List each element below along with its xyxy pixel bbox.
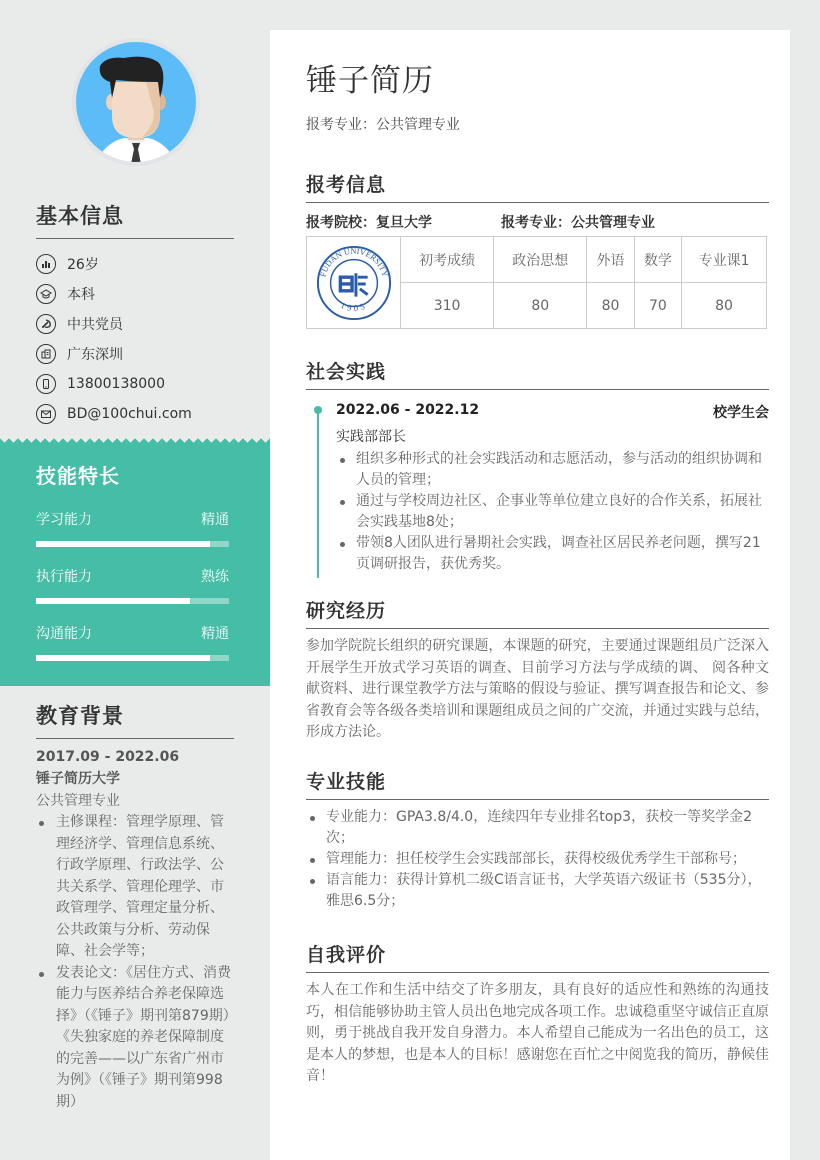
info-phone xyxy=(36,369,234,399)
skills-section xyxy=(0,446,270,686)
building-icon xyxy=(36,344,56,364)
pro-skill-bullet: 语言能力：获得计算机二级C语言证书，大学英语六级证书（535分），雅思6.5分； xyxy=(306,870,769,912)
sidebar xyxy=(0,0,270,1160)
education-major: 公共管理专业 xyxy=(36,793,120,809)
zigzag-divider xyxy=(0,438,270,447)
skill-progress-fill xyxy=(36,598,190,604)
self-eval-title: 自我评价 xyxy=(306,940,769,973)
education-section xyxy=(36,700,244,1113)
basic-info-section xyxy=(36,200,234,429)
basic-info-title: 基本信息 xyxy=(36,200,234,239)
svg-text:FUDAN UNIVERSITY: FUDAN UNIVERSITY xyxy=(317,246,390,278)
info-email-value: BD@100chui.com xyxy=(67,406,192,422)
info-location xyxy=(36,339,234,369)
practice-org: 校学生会 xyxy=(713,405,769,421)
skill-name: 沟通能力 xyxy=(36,626,92,642)
phone-icon xyxy=(36,374,56,394)
skill-name: 执行能力 xyxy=(36,569,92,585)
practice-date: 2022.06 - 2022.12 xyxy=(336,402,480,418)
application-section xyxy=(306,170,769,329)
info-politics xyxy=(36,309,234,339)
skill-learning xyxy=(36,509,229,547)
score-value: 310 xyxy=(401,283,494,329)
practice-bullet: 通过与学校周边社区、企事业等单位建立良好的合作关系，拓展社会实践基地8处； xyxy=(336,491,769,533)
chart-icon xyxy=(36,254,56,274)
info-location-value: 广东深圳 xyxy=(67,347,123,363)
practice-section xyxy=(306,357,769,575)
info-politics-value: 中共党员 xyxy=(67,317,123,333)
education-date: 2017.09 - 2022.06 xyxy=(36,749,180,765)
self-eval-section xyxy=(306,940,769,1088)
info-phone-value: 13800138000 xyxy=(67,376,165,392)
skill-level: 熟练 xyxy=(201,569,229,585)
skill-level: 精通 xyxy=(201,626,229,642)
fudan-logo-icon xyxy=(315,244,393,322)
skill-progress-fill xyxy=(36,655,210,661)
skill-level: 精通 xyxy=(201,512,229,528)
resume-subtitle: 报考专业：公共管理专业 xyxy=(306,117,460,133)
info-age-value: 26岁 xyxy=(67,257,99,273)
education-title: 教育背景 xyxy=(36,700,234,739)
pro-skill-bullet: 专业能力：GPA3.8/4.0，连续四年专业排名top3，获校一等奖学金2次； xyxy=(306,807,769,849)
party-emblem-icon xyxy=(36,314,56,334)
score-value: 80 xyxy=(494,283,587,329)
score-header: 数学 xyxy=(634,237,681,283)
pro-skill-bullet: 管理能力：担任校学生会实践部部长，获得校级优秀学生干部称号； xyxy=(306,849,769,870)
application-title: 报考信息 xyxy=(306,170,769,203)
education-bullet: 主修课程：管理学原理、管理经济学、管理信息系统、行政学原理、行政法学、公共关系学、管理伦理学、市政管理学、管理定量分析、公共政策与分析、劳动保障、社会学等； xyxy=(36,812,234,963)
info-degree-value: 本科 xyxy=(67,287,95,303)
scores-table xyxy=(306,236,767,329)
target-major: 报考专业：公共管理专业 xyxy=(501,215,655,231)
research-section xyxy=(306,596,769,744)
main-panel xyxy=(270,30,790,1160)
practice-title: 社会实践 xyxy=(306,357,769,390)
svg-text:1905: 1905 xyxy=(338,299,369,313)
skill-name: 学习能力 xyxy=(36,512,92,528)
skill-progress-bar xyxy=(36,541,229,547)
score-value: 70 xyxy=(634,283,681,329)
score-header: 政治思想 xyxy=(494,237,587,283)
self-eval-text: 本人在工作和生活中结交了许多朋友，具有良好的适应性和熟练的沟通技巧，相信能够协助主管人员出色地完成各项工作。忠诚稳重坚守诚信正直原则，勇于挑战自我开发自身潜力。本人希望自己能成为一名出色的员工，这是本人的梦想，也是本人的目标！感谢您在百忙之中阅览我的简历，静候佳音！ xyxy=(306,982,769,1084)
research-text: 参加学院院长组织的研究课题，本课题的研究，主要通过课题组员广泛深入开展学生开放式学习英语的调查、目前学习方法与学成绩的调、 阅各种文献资料、进行课堂教学方法与策略的假设与验证、撰写调查报告和论文、参省教育会等各级各类培训和课题组成员之间的广交流，并通过实践与总结，形成方法论。 xyxy=(306,638,769,740)
practice-bullet: 组织多种形式的社会实践活动和志愿活动，参与活动的组织协调和人员的管理； xyxy=(336,449,769,491)
pro-skills-title: 专业技能 xyxy=(306,767,769,800)
skill-progress-fill xyxy=(36,541,210,547)
practice-bullet: 带领8人团队进行暑期社会实践，调查社区居民养老问题，撰写21页调研报告，获优秀奖。 xyxy=(336,533,769,575)
mail-icon xyxy=(36,404,56,424)
skill-progress-bar xyxy=(36,598,229,604)
research-title: 研究经历 xyxy=(306,596,769,629)
skill-communication xyxy=(36,623,229,661)
avatar xyxy=(72,38,200,166)
score-value: 80 xyxy=(587,283,634,329)
education-bullet: 发表论文：《居住方式、消费能力与医养结合养老保障选择》（《锤子》期刊第879期） 《失独家庭的养老保障制度的完善——以广东省广州市为例》（《锤子》期刊第998期） xyxy=(36,963,234,1114)
practice-role: 实践部部长 xyxy=(336,429,406,445)
avatar-illustration xyxy=(76,42,196,162)
practice-entry xyxy=(306,402,769,575)
university-logo-cell xyxy=(307,237,401,329)
info-age xyxy=(36,249,234,279)
skills-title: 技能特长 xyxy=(36,464,120,488)
resume-name: 锤子简历 xyxy=(306,63,434,99)
graduation-cap-icon xyxy=(36,284,56,304)
score-header: 初考成绩 xyxy=(401,237,494,283)
skill-execution xyxy=(36,566,229,604)
timeline-dot xyxy=(314,406,322,414)
info-email xyxy=(36,399,234,429)
score-header: 外语 xyxy=(587,237,634,283)
info-degree xyxy=(36,279,234,309)
timeline-line xyxy=(317,408,319,578)
target-school: 报考院校：复旦大学 xyxy=(306,215,432,231)
education-school: 锤子简历大学 xyxy=(36,771,120,787)
score-value: 80 xyxy=(682,283,767,329)
pro-skills-section xyxy=(306,767,769,912)
skill-progress-bar xyxy=(36,655,229,661)
score-header: 专业课1 xyxy=(682,237,767,283)
